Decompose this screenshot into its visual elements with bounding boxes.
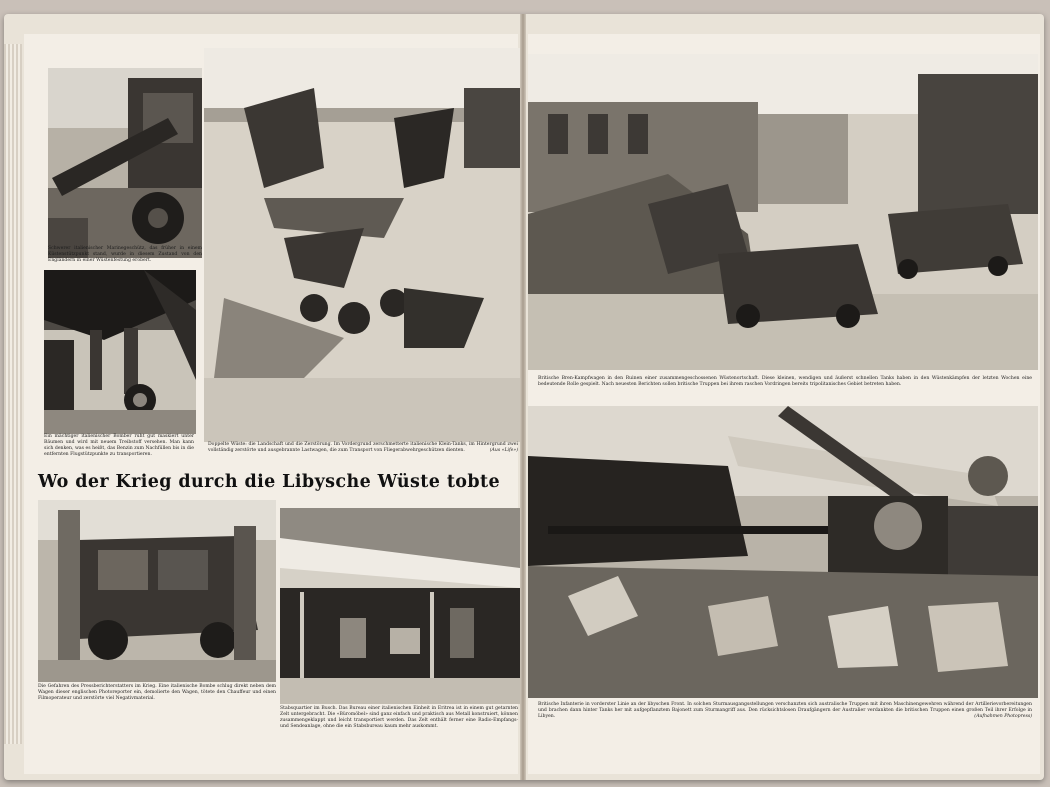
- caption-infantry-front: [538, 702, 1032, 720]
- right-page: [528, 34, 1040, 774]
- caption-wreckage-credit: (Aus «Life»): [489, 448, 518, 453]
- caption-bren-carriers: Britische Bren-Kampfwagen in den Ruinen einer zusammengeschossenen Wüstenortschaft. Diese kleinen, wendigen und äußerst schnellen Tanks haben in den Wüstenkämpfen der letzten Wochen eine bedeutende Rolle gespielt. Nach neuesten Berichten sollen britische Truppen bei ihrem raschen Vordringen bereits tripolitanisches Gebiet betreten haben.: [538, 376, 1032, 387]
- caption-wreckage-text: Doppelte Wüste: die Landschaft und die Zerstörung. Im Vordergrund zerschmetterte italienische Klein-Tanks, im Hintergrund zwei vollständig zerstörte und ausgebrannte Lastwagen, die zum Transport von Fliegerabwehrgeschützen dienten.: [208, 442, 518, 453]
- page-stack-edge: [4, 44, 22, 744]
- photo-naval-gun: [48, 68, 202, 258]
- caption-naval-gun: Schwerer italienischer Marinegeschütz, das früher in einem Küstenstützpunkt stand, wurde in diesem Zustand von den Engländern in einer Wüstenfestung erobert.: [48, 246, 202, 263]
- photo-tent-hq: [280, 508, 520, 704]
- caption-infantry-text: Britische Infanterie in vorderster Linie an der libyschen Front. In solchen Sturmausgangsstellungen verschanzten sich australische Truppen mit ihren Maschinengewehren während der Artillerievorbereitungen und brachen dann hinter Tanks her mit aufgepflanztem Bajonett zum Sturmangriff aus. Den rücksichtslosen Draufgängern der Australier verdankten die britischen Truppen einen großen Teil ihrer Erfolge in Libyen.: [538, 702, 1032, 719]
- caption-wreckage: [208, 442, 518, 454]
- photo-bombed-car: [38, 500, 276, 682]
- magazine-spread: [4, 14, 1044, 780]
- photo-wreckage: [204, 48, 520, 442]
- page-gutter: [520, 14, 526, 780]
- left-page: [24, 34, 518, 774]
- caption-infantry-credit: (Aufnahmen Photopress): [974, 714, 1032, 719]
- photo-infantry-front: [528, 406, 1038, 698]
- caption-bombed-car: Die Gefahren des Pressberichterstatters im Krieg. Eine italienische Bombe schlug direkt neben dem Wagen dieser englischen Photoreporter ein, demolierte den Wagen, tötete den Chauffeur und einen Filmoperateur und zerstörte viel Negativmaterial.: [38, 684, 276, 701]
- headline: Wo der Krieg durch die Libysche Wüste tobte: [38, 472, 501, 492]
- photo-bren-carriers: [528, 54, 1038, 370]
- caption-bomber: Ein mächtiger italienischer Bomber ruht gut maskiert unter Bäumen und wird mit neuem Treibstoff versehen. Man kann sich denken, was es heißt, das Benzin zum Nachfüllen bis in die entfernten Flugstützpunkte zu transportieren.: [44, 434, 194, 457]
- photo-bomber: [44, 270, 196, 434]
- caption-tent-hq: Stabsquartier im Busch. Das Bureau einer italienischen Einheit in Eritrea ist in einem gut getarnten Zelt untergebracht. Die «Büromöbel» sind ganz einfach und praktisch aus Metall konstruiert, können zusammengeklappt und leicht transportiert werden. Das Zelt enthält ferner eine Radio-Empfangs- und Sendeanlage, ohne die ein Stabsbureau kaum mehr auskommt.: [280, 706, 518, 729]
